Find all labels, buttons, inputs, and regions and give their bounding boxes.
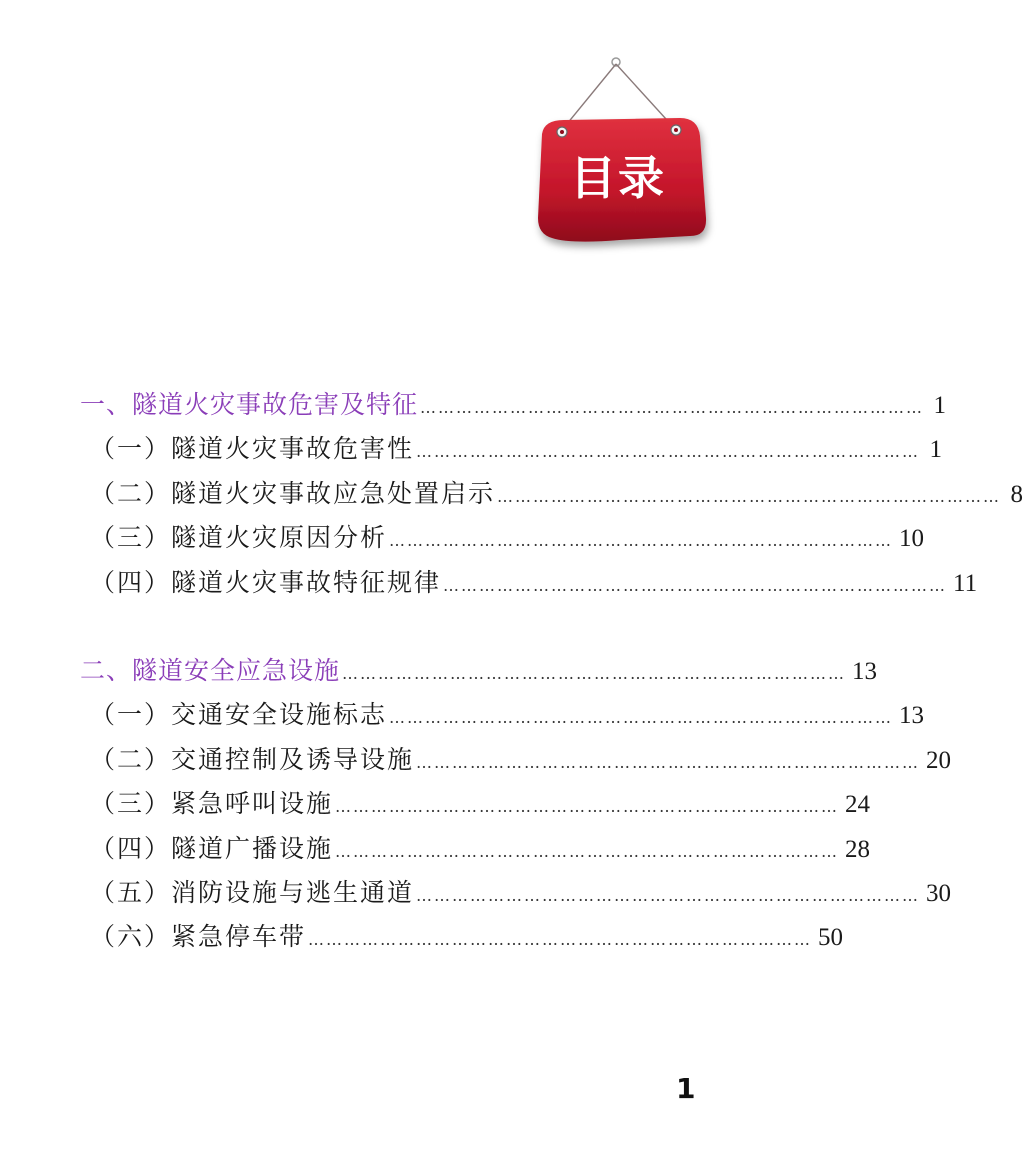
toc-entry-label: （四）隧道火灾事故特征规律 <box>90 567 442 597</box>
toc-entry-label: （一）交通安全设施标志 <box>90 700 388 730</box>
toc-section-2 <box>80 651 952 962</box>
toc-entry-label: （六）紧急停车带 <box>90 922 307 952</box>
toc-entry[interactable] <box>80 873 952 917</box>
toc-entry-label: （五）消防设施与逃生通道 <box>90 877 415 907</box>
toc-entry[interactable] <box>80 695 925 739</box>
toc-entry[interactable] <box>80 917 844 961</box>
toc-page-number: 8 <box>1010 480 1023 508</box>
toc-entry[interactable] <box>80 740 952 784</box>
leader-dots: ………………………………………………………………………… <box>308 930 813 950</box>
leader-dots: ………………………………………………………………………… <box>389 708 894 728</box>
toc-entry-label: （一）隧道火灾事故危害性 <box>90 434 415 464</box>
toc-entry-label: （三）紧急呼叫设施 <box>90 789 334 819</box>
toc-entry-label: （二）交通控制及诱导设施 <box>90 744 415 774</box>
leader-dots: ………………………………………………………………………… <box>420 398 925 417</box>
leader-dots: ………………………………………………………………………… <box>342 663 847 683</box>
toc-entry[interactable] <box>80 474 1023 518</box>
table-of-contents <box>80 385 1023 1006</box>
leader-dots: ………………………………………………………………………… <box>389 531 894 551</box>
toc-entry-label: （三）隧道火灾原因分析 <box>90 523 388 553</box>
toc-entry[interactable] <box>80 784 871 828</box>
toc-page-number: 1 <box>929 436 943 464</box>
leader-dots: ………………………………………………………………………… <box>335 841 840 861</box>
toc-page-number: 10 <box>899 525 925 553</box>
toc-entry-label: （四）隧道广播设施 <box>90 833 334 863</box>
toc-page-number: 30 <box>926 879 952 907</box>
toc-page-number: 1 <box>933 392 947 419</box>
toc-entry-label: （二）隧道火灾事故应急处置启示 <box>90 478 496 508</box>
toc-entry[interactable] <box>80 518 925 562</box>
toc-section-1 <box>80 385 1023 607</box>
toc-page-number: 24 <box>845 791 871 819</box>
sign-title: 目录 <box>570 151 666 205</box>
toc-heading[interactable] <box>80 651 878 695</box>
toc-page-number: 28 <box>845 835 871 863</box>
toc-page-number: 11 <box>953 569 978 597</box>
toc-heading-label: 二、隧道安全应急设施 <box>80 655 341 685</box>
toc-entry[interactable] <box>80 563 978 607</box>
toc-page-number: 13 <box>899 702 925 730</box>
leader-dots: ………………………………………………………………………… <box>497 486 1002 506</box>
page-number: 1 <box>676 1072 696 1105</box>
toc-page-number: 20 <box>926 746 952 774</box>
toc-page-number: 50 <box>818 924 844 952</box>
leader-dots: ………………………………………………………………………… <box>416 752 921 772</box>
leader-dots: ………………………………………………………………………… <box>443 575 948 595</box>
leader-dots: ………………………………………………………………………… <box>335 797 840 817</box>
toc-heading-label: 一、隧道火灾事故危害及特征 <box>80 390 419 419</box>
leader-dots: ………………………………………………………………………… <box>416 442 921 462</box>
toc-page-number: 13 <box>852 657 878 685</box>
toc-entry[interactable] <box>80 429 943 473</box>
toc-heading[interactable] <box>80 385 947 429</box>
toc-entry[interactable] <box>80 829 871 873</box>
leader-dots: ………………………………………………………………………… <box>416 885 921 905</box>
hanging-title-sign <box>530 50 730 250</box>
